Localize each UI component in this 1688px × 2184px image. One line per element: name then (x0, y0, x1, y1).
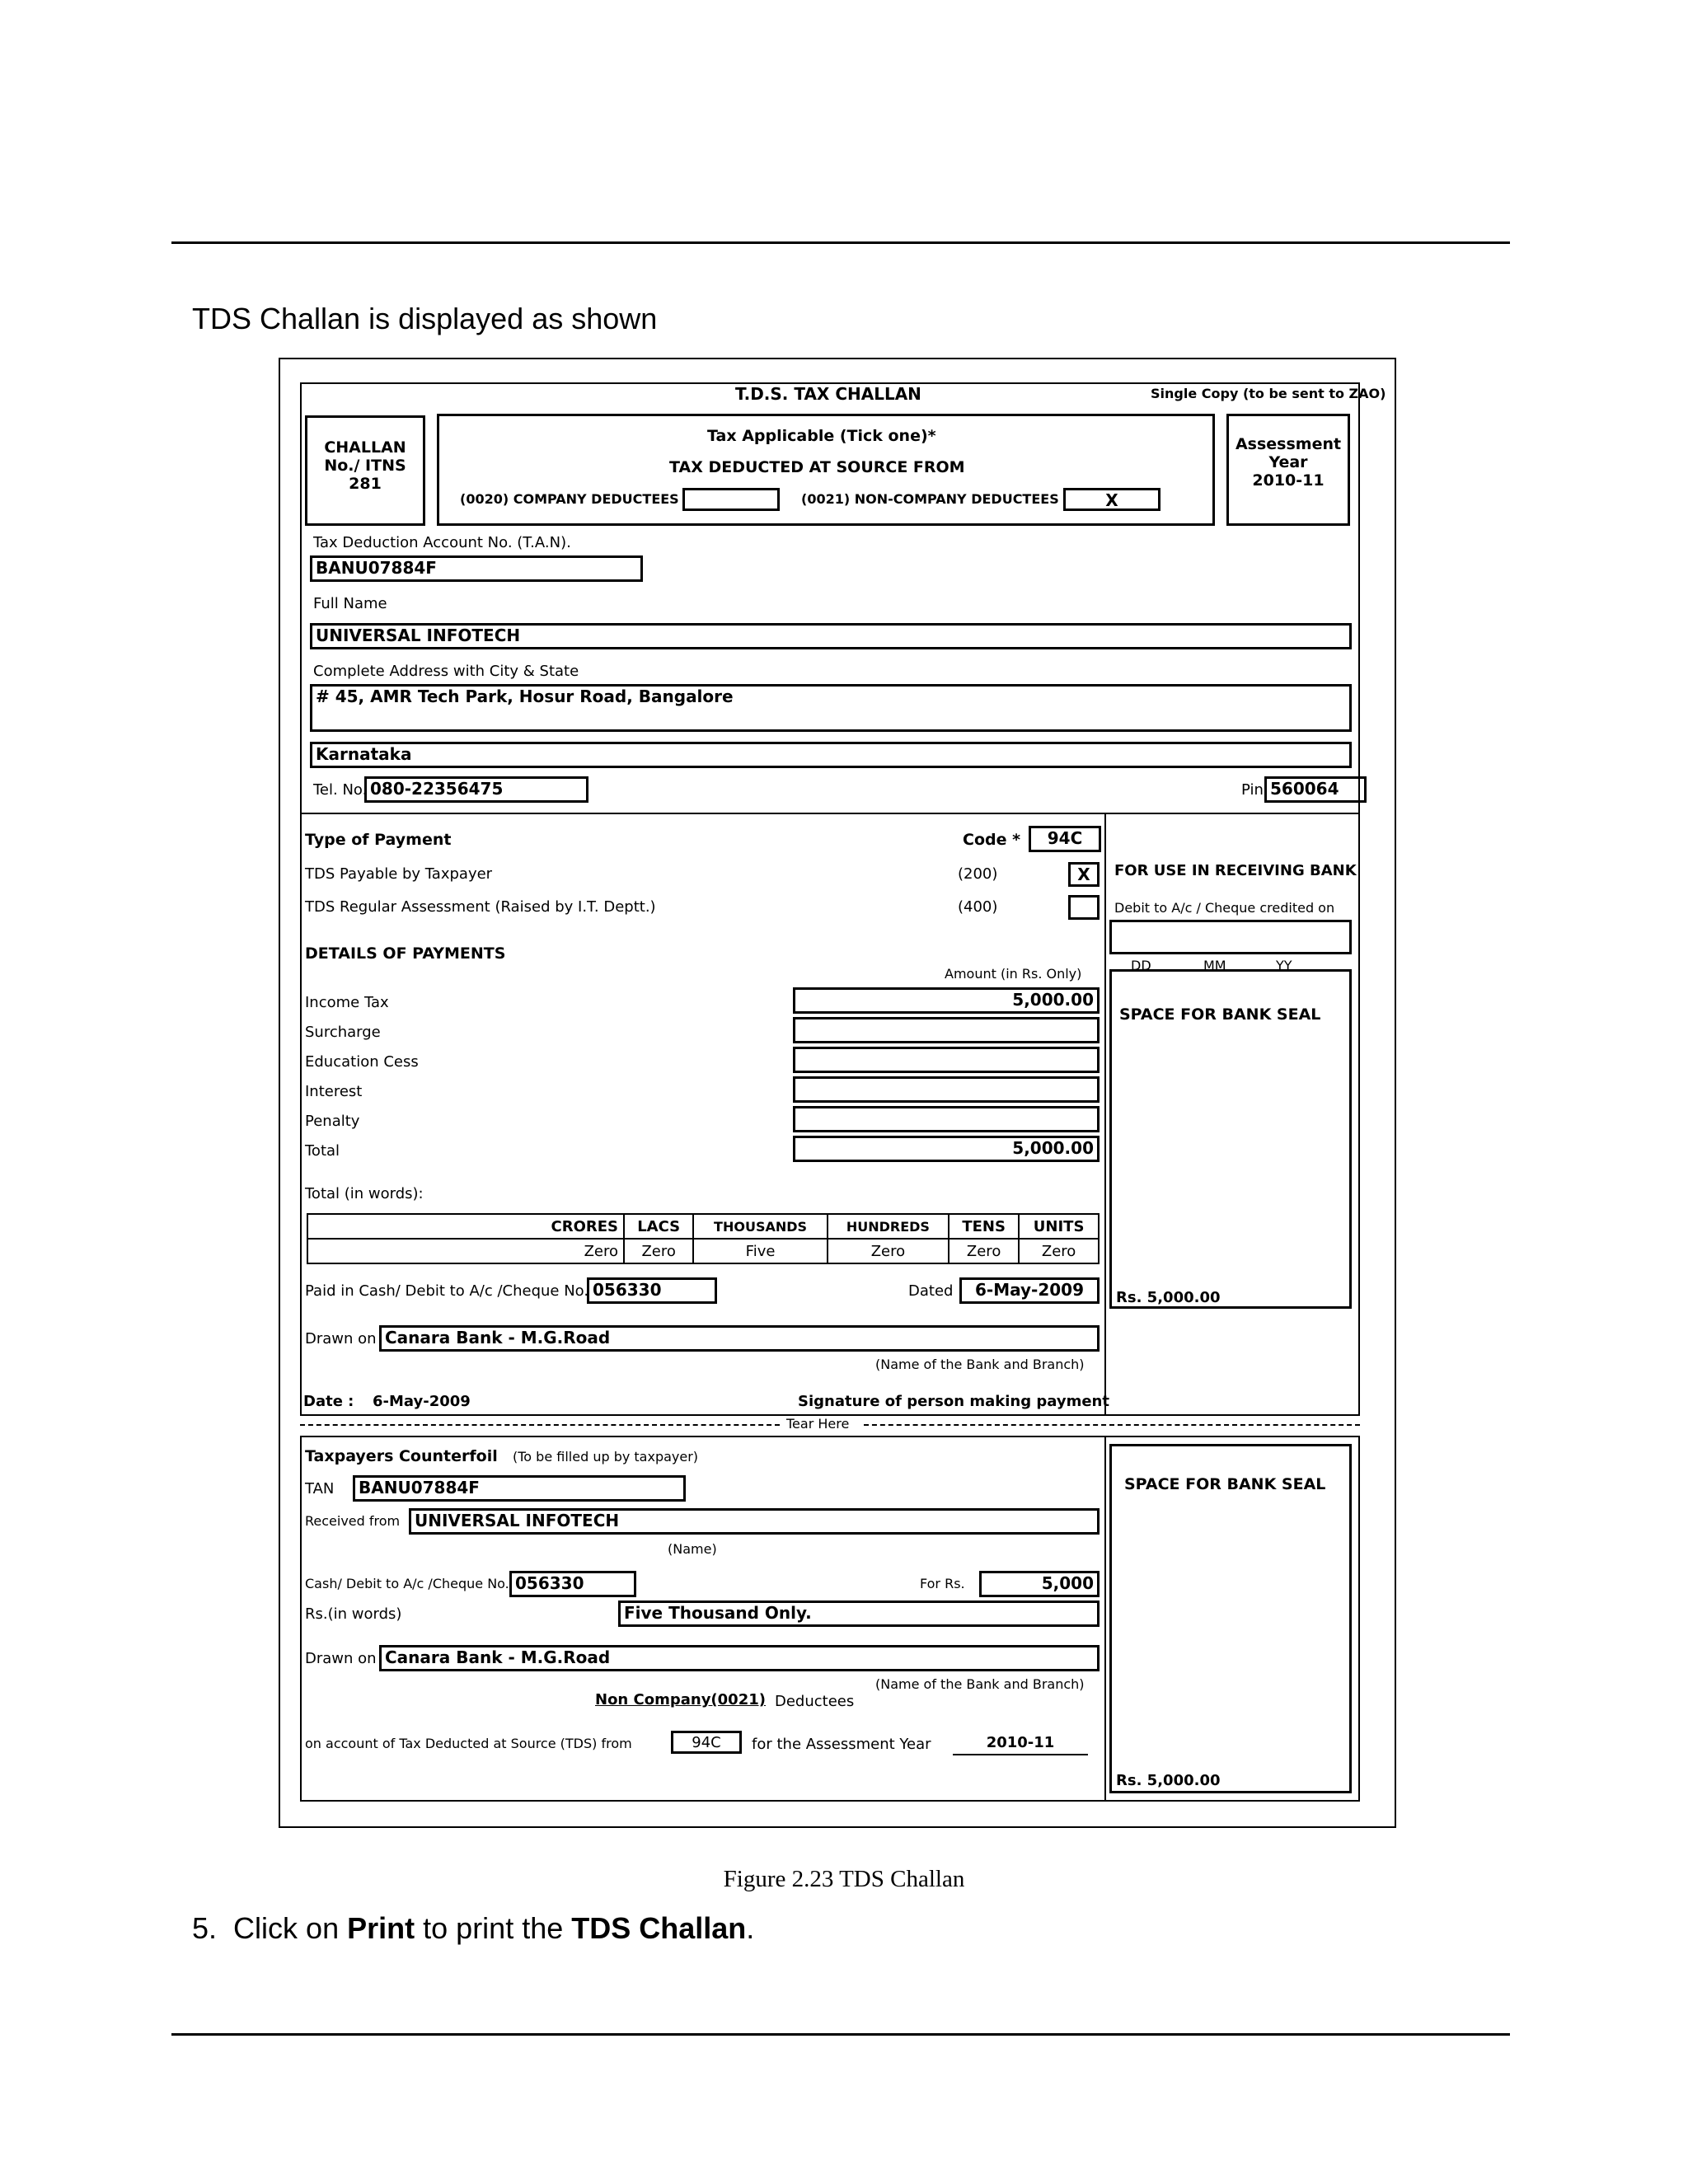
counterfoil-drawn-label: Drawn on (305, 1650, 377, 1667)
denomination-table (307, 1213, 1100, 1264)
top-rule (171, 241, 1510, 244)
counterfoil-bank-branch-note: (Name of the Bank and Branch) (875, 1676, 1085, 1692)
assessment-year-value: 2010-11 (1252, 471, 1325, 490)
date-yy-label: YY (1276, 958, 1292, 973)
debit-credited-label: Debit to A/c / Cheque credited on (1114, 900, 1335, 916)
tear-line-left (300, 1424, 780, 1426)
for-rs-field[interactable]: 5,000 (979, 1571, 1100, 1597)
tear-here-label: Tear Here (786, 1416, 850, 1432)
tds-challan-term: TDS Challan (571, 1911, 747, 1945)
deductees-label: Deductees (775, 1693, 855, 1710)
figure-caption: Figure 2.23 TDS Challan (723, 1866, 965, 1892)
denomination-tens: TENS (949, 1214, 1019, 1239)
date-dd-label: DD (1131, 958, 1151, 973)
bank-branch-note: (Name of the Bank and Branch) (875, 1357, 1085, 1372)
payment-field-total[interactable]: 5,000.00 (793, 1136, 1100, 1162)
drawn-on-field[interactable]: Canara Bank - M.G.Road (379, 1325, 1100, 1352)
tds-regular-checkbox[interactable] (1068, 895, 1100, 920)
payment-field-interest[interactable] (793, 1076, 1100, 1103)
counterfoil-code-field[interactable]: 94C (671, 1731, 742, 1754)
challan-no-line2: No./ ITNS (324, 457, 406, 475)
rs-words-field[interactable]: Five Thousand Only. (618, 1601, 1100, 1627)
tan-field[interactable]: BANU07884F (310, 555, 643, 582)
assessment-prefix-label: for the Assessment Year (752, 1736, 931, 1753)
payment-label-penalty: Penalty (305, 1113, 360, 1130)
tds-regular-code: (400) (958, 898, 998, 916)
signature-label: Signature of person making payment (798, 1393, 1109, 1410)
cheque-no-field[interactable]: 056330 (587, 1277, 717, 1304)
drawn-on-label: Drawn on (305, 1330, 377, 1347)
payment-label-interest: Interest (305, 1083, 363, 1100)
counterfoil-seal-amount: Rs. 5,000.00 (1116, 1772, 1221, 1789)
assessment-year-label1: Assessment (1235, 435, 1342, 453)
tel-label: Tel. No. (313, 781, 368, 799)
type-of-payment-label: Type of Payment (305, 831, 452, 849)
denomination-hundreds: HUNDREDS (828, 1214, 949, 1239)
challan-no-line3: 281 (349, 475, 382, 493)
crores-value: Zero (307, 1239, 624, 1263)
bank-use-label: FOR USE IN RECEIVING BANK (1114, 862, 1357, 879)
tax-applicable-label: Tax Applicable (Tick one)* (707, 427, 936, 445)
challan-no-line1: CHALLAN (324, 438, 406, 457)
date-mm-label: MM (1203, 958, 1226, 973)
counterfoil-note: (To be filled up by taxpayer) (513, 1449, 699, 1465)
payment-label-education-cess: Education Cess (305, 1053, 419, 1071)
tens-value: Zero (949, 1239, 1019, 1263)
lacs-value: Zero (624, 1239, 693, 1263)
denomination-lacs: LACS (624, 1214, 693, 1239)
name-note: (Name) (668, 1541, 717, 1557)
payment-label-surcharge: Surcharge (305, 1024, 381, 1041)
tear-line-right (864, 1424, 1360, 1426)
counterfoil-cheque-label: Cash/ Debit to A/c /Cheque No. (305, 1576, 509, 1591)
denomination-value-row (307, 1239, 1099, 1263)
pin-label: Pin (1241, 781, 1264, 799)
denomination-thousands: THOUSANDS (693, 1214, 827, 1239)
denomination-units: UNITS (1019, 1214, 1099, 1239)
code-field[interactable]: 94C (1029, 826, 1101, 852)
account-prefix-label: on account of Tax Deducted at Source (TDS) from (305, 1736, 632, 1751)
bank-column-divider (1104, 813, 1106, 1416)
payment-field-education-cess[interactable] (793, 1047, 1100, 1073)
step-number: 5. (192, 1911, 218, 1945)
tds-challan-figure (279, 358, 1396, 1828)
bottom-rule (171, 2033, 1510, 2036)
counterfoil-tan-label: TAN (305, 1480, 335, 1497)
tds-regular-label: TDS Regular Assessment (Raised by I.T. Deptt.) (305, 898, 656, 916)
denomination-crores: CRORES (307, 1214, 624, 1239)
rs-words-label: Rs.(in words) (305, 1605, 402, 1623)
payment-label-income-tax: Income Tax (305, 994, 389, 1011)
counterfoil-assessment-year: 2010-11 (986, 1734, 1055, 1751)
step-middle: to print the (423, 1911, 564, 1945)
payment-field-surcharge[interactable] (793, 1017, 1100, 1043)
company-deductees-box[interactable] (682, 488, 780, 511)
assessment-year-underline (953, 1754, 1088, 1755)
date-label: Date : (303, 1393, 354, 1410)
payment-field-income-tax[interactable]: 5,000.00 (793, 987, 1100, 1014)
payment-label-total: Total (305, 1142, 340, 1160)
payment-field-penalty[interactable] (793, 1106, 1100, 1132)
counterfoil-bank-seal-label: SPACE FOR BANK SEAL (1124, 1475, 1326, 1493)
company-deductees-label: (0020) COMPANY DEDUCTEES (460, 491, 679, 507)
full-name-field[interactable]: UNIVERSAL INFOTECH (310, 623, 1352, 649)
tds-payable-checkbox[interactable]: X (1068, 862, 1100, 887)
counterfoil-heading: Taxpayers Counterfoil (305, 1447, 498, 1465)
counterfoil-divider (1104, 1436, 1106, 1802)
total-words-label: Total (in words): (305, 1185, 424, 1202)
tan-label: Tax Deduction Account No. (T.A.N). (313, 534, 571, 551)
counterfoil-drawn-field[interactable]: Canara Bank - M.G.Road (379, 1645, 1100, 1671)
full-name-label: Full Name (313, 595, 387, 612)
amount-label: Amount (in Rs. Only) (945, 966, 1082, 982)
code-label: Code * (963, 831, 1021, 849)
paid-label: Paid in Cash/ Debit to A/c /Cheque No. (305, 1282, 589, 1300)
for-rs-label: For Rs. (920, 1576, 965, 1591)
units-value: Zero (1019, 1239, 1099, 1263)
deductee-type: Non Company(0021) (595, 1691, 766, 1708)
pin-field[interactable]: 560064 (1264, 776, 1367, 803)
copy-note: Single Copy (to be sent to ZAO) (1151, 386, 1386, 401)
tel-field[interactable]: 080-22356475 (364, 776, 588, 803)
address-label: Complete Address with City & State (313, 663, 579, 680)
counterfoil-cheque-field[interactable]: 056330 (509, 1571, 636, 1597)
details-heading: DETAILS OF PAYMENTS (305, 944, 506, 963)
state-field[interactable]: Karnataka (310, 742, 1352, 768)
assessment-year-label2: Year (1268, 453, 1308, 471)
received-from-field[interactable]: UNIVERSAL INFOTECH (409, 1508, 1100, 1535)
dated-field[interactable]: 6-May-2009 (959, 1277, 1100, 1304)
thousands-value: Five (693, 1239, 827, 1263)
section-divider (300, 813, 1360, 814)
step-suffix: . (746, 1911, 755, 1945)
print-term: Print (347, 1911, 415, 1945)
counterfoil-tan-field[interactable]: BANU07884F (353, 1475, 686, 1502)
denomination-header-row (307, 1214, 1099, 1239)
intro-text: TDS Challan is displayed as shown (192, 302, 658, 335)
dated-label: Dated (908, 1282, 954, 1300)
bank-seal-amount: Rs. 5,000.00 (1116, 1289, 1221, 1306)
tds-payable-label: TDS Payable by Taxpayer (305, 865, 493, 883)
bank-seal-label: SPACE FOR BANK SEAL (1119, 1005, 1321, 1024)
date-value: 6-May-2009 (373, 1393, 471, 1410)
challan-title: T.D.S. TAX CHALLAN (735, 384, 921, 404)
tds-payable-code: (200) (958, 865, 998, 883)
non-company-deductees-box[interactable]: X (1063, 488, 1160, 511)
hundreds-value: Zero (828, 1239, 949, 1263)
step-prefix: Click on (233, 1911, 340, 1945)
counterfoil-bank-seal-box (1109, 1444, 1352, 1793)
debit-date-box[interactable] (1109, 920, 1352, 954)
tax-deducted-from-label: TAX DEDUCTED AT SOURCE FROM (669, 458, 965, 476)
step-instruction (192, 1911, 754, 1946)
received-from-label: Received from (305, 1513, 401, 1529)
address-field[interactable]: # 45, AMR Tech Park, Hosur Road, Bangalore (310, 684, 1352, 732)
non-company-deductees-label: (0021) NON-COMPANY DEDUCTEES (801, 491, 1059, 507)
